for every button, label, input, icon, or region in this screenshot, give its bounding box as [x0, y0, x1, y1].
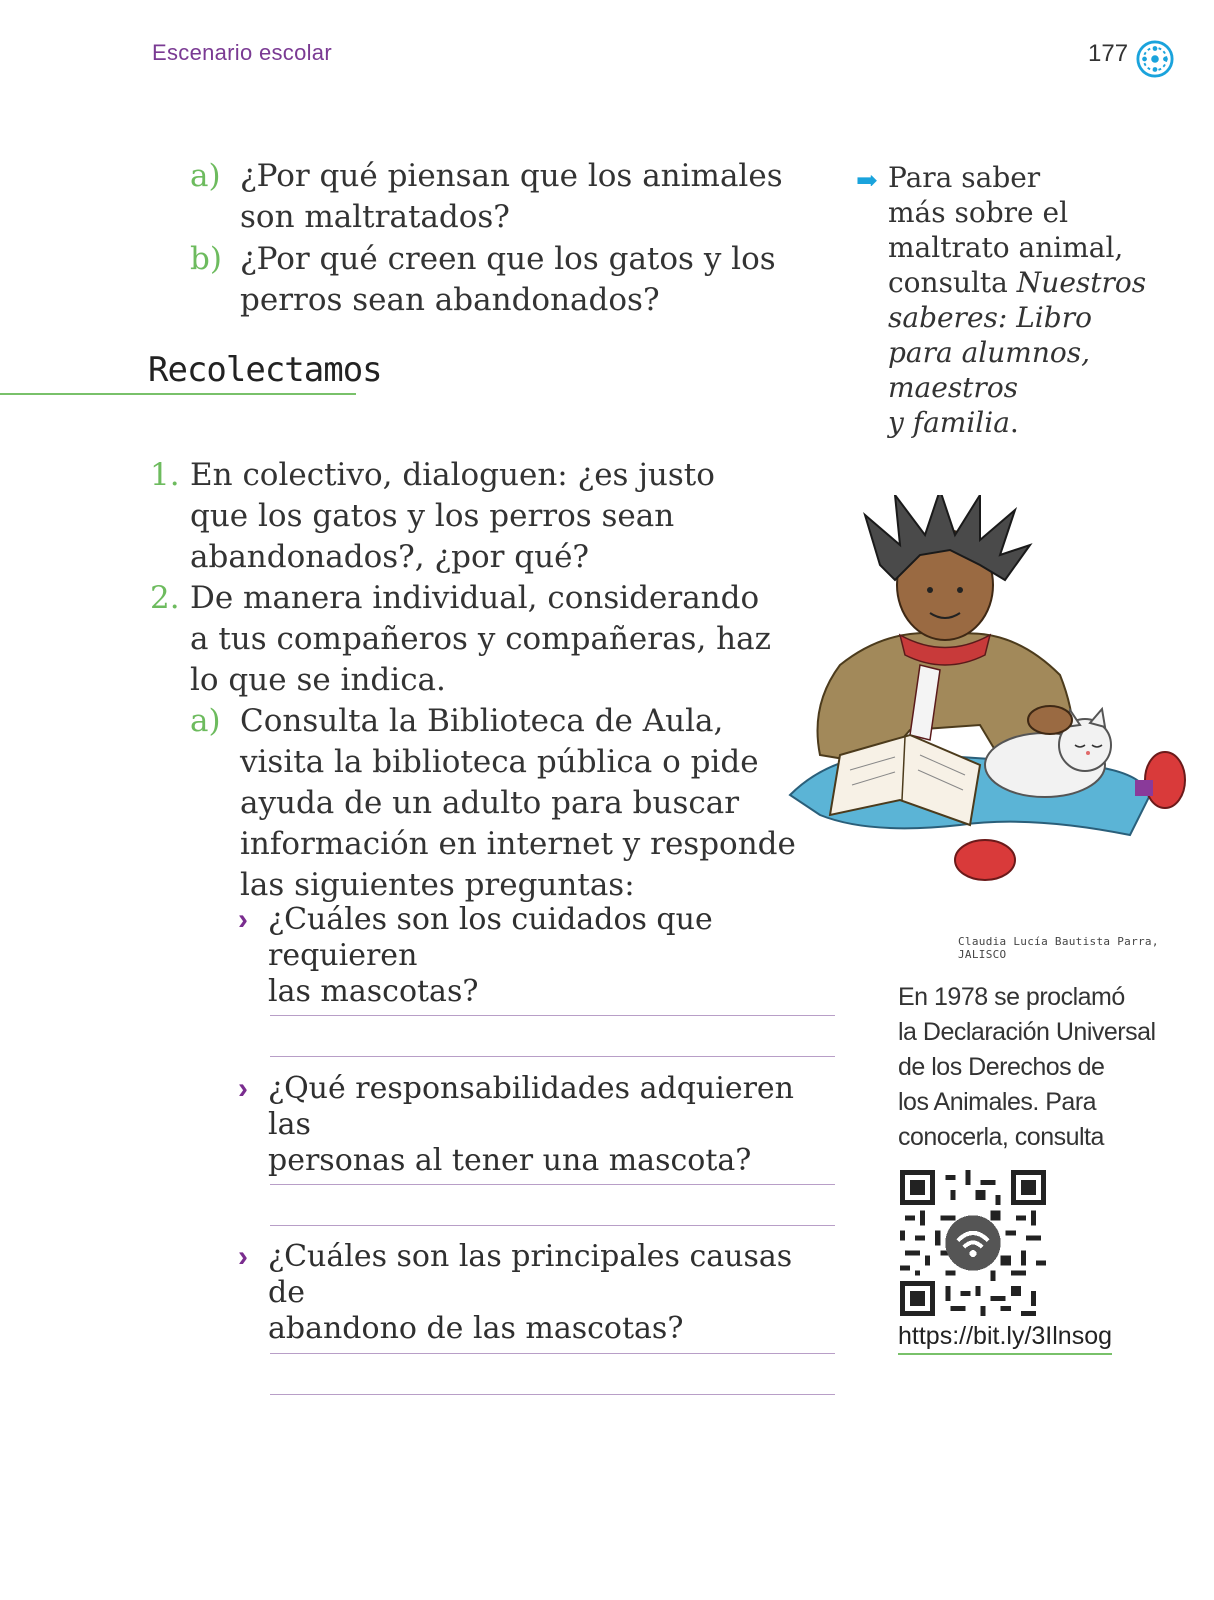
- side-note: [888, 160, 1188, 440]
- fact-line: los Animales. Para: [898, 1088, 1097, 1116]
- side-note-line: consulta: [888, 266, 1008, 299]
- sub-item-text-line: información en internet y responde: [240, 826, 796, 862]
- sub-item-text-line: las siguientes preguntas:: [240, 867, 635, 903]
- resource-link[interactable]: https://bit.ly/3Ilnsog: [898, 1322, 1112, 1355]
- intro-question-b: [190, 239, 810, 321]
- book-reference: para alumnos,: [888, 336, 1090, 369]
- side-note-end: .: [1009, 406, 1019, 439]
- side-note-line: más sobre el: [888, 196, 1069, 229]
- bullet-text-line: personas al tener una mascota?: [268, 1143, 752, 1178]
- step-text-line: a tus compañeros y compañeras, haz: [190, 621, 771, 657]
- side-note-line: maltrato animal,: [888, 231, 1124, 264]
- answer-line[interactable]: [270, 1353, 835, 1354]
- intro-question-a: [190, 156, 810, 238]
- bullet-text-line: ¿Cuáles son los cuidados que requieren: [268, 902, 713, 973]
- sub-item-text-line: visita la biblioteca pública o pide: [240, 744, 759, 780]
- step-text-line: De manera individual, considerando: [190, 580, 760, 616]
- question-text-line: ¿Por qué creen que los gatos y los: [240, 241, 776, 277]
- step-2: [150, 578, 790, 702]
- question-text-line: perros sean abandonados?: [240, 282, 660, 318]
- illustration-credit: Claudia Lucía Bautista Parra, JALISCO: [958, 935, 1159, 961]
- step-text-line: que los gatos y los perros sean: [190, 498, 675, 534]
- book-reference: y familia: [888, 406, 1010, 439]
- child-reading-with-cat-illustration: [780, 495, 1190, 905]
- bullet-question-1: [238, 902, 838, 1009]
- step-text-line: En colectivo, dialoguen: ¿es justo: [190, 457, 715, 493]
- answer-line[interactable]: [270, 1015, 835, 1016]
- bullet-question-3: [238, 1239, 838, 1346]
- answer-line[interactable]: [270, 1056, 835, 1057]
- running-header: Escenario escolar: [152, 40, 332, 65]
- bullet-text-line: abandono de las mascotas?: [268, 1311, 684, 1346]
- sub-item-a: [190, 701, 810, 907]
- fact-line: de los Derechos de: [898, 1053, 1105, 1081]
- question-label: b): [190, 241, 222, 277]
- question-text-line: ¿Por qué piensan que los animales: [240, 158, 783, 194]
- bullet-text-line: ¿Qué responsabilidades adquieren las: [268, 1071, 794, 1142]
- bullet-chevron-icon: ›: [238, 903, 248, 936]
- answer-line[interactable]: [270, 1394, 835, 1395]
- step-1: [150, 455, 790, 579]
- fact-line: En 1978 se proclamó: [898, 983, 1125, 1011]
- side-note-line: Para saber: [888, 161, 1041, 194]
- question-label: a): [190, 158, 221, 194]
- step-number: 2.: [150, 580, 180, 616]
- bullet-chevron-icon: ›: [238, 1072, 248, 1105]
- sub-item-text-line: ayuda de un adulto para buscar: [240, 785, 740, 821]
- bullet-text-line: ¿Cuáles son las principales causas de: [268, 1239, 793, 1310]
- bullet-text-line: las mascotas?: [268, 974, 479, 1009]
- book-reference: maestros: [888, 371, 1019, 404]
- book-reference: Nuestros: [1016, 266, 1147, 299]
- book-reference: saberes: Libro: [888, 301, 1092, 334]
- qr-code-icon[interactable]: [900, 1170, 1046, 1316]
- flower-badge-icon: [1136, 40, 1174, 78]
- bullet-chevron-icon: ›: [238, 1240, 248, 1273]
- sub-item-label: a): [190, 703, 221, 739]
- fact-line: la Declaración Universal: [898, 1018, 1156, 1046]
- arrow-right-icon: ➡: [856, 166, 878, 196]
- step-text-line: lo que se indica.: [190, 662, 446, 698]
- section-title: Recolectamos: [148, 350, 382, 390]
- step-number: 1.: [150, 457, 180, 493]
- bullet-question-2: [238, 1071, 838, 1178]
- fact-line: conocerla, consulta: [898, 1123, 1104, 1151]
- sub-item-text-line: Consulta la Biblioteca de Aula,: [240, 703, 724, 739]
- answer-line[interactable]: [270, 1184, 835, 1185]
- fact-box: [898, 980, 1188, 1155]
- section-divider: [0, 393, 356, 395]
- answer-line[interactable]: [270, 1225, 835, 1226]
- page-number: 177: [1088, 40, 1129, 67]
- step-text-line: abandonados?, ¿por qué?: [190, 539, 590, 575]
- question-text-line: son maltratados?: [240, 199, 510, 235]
